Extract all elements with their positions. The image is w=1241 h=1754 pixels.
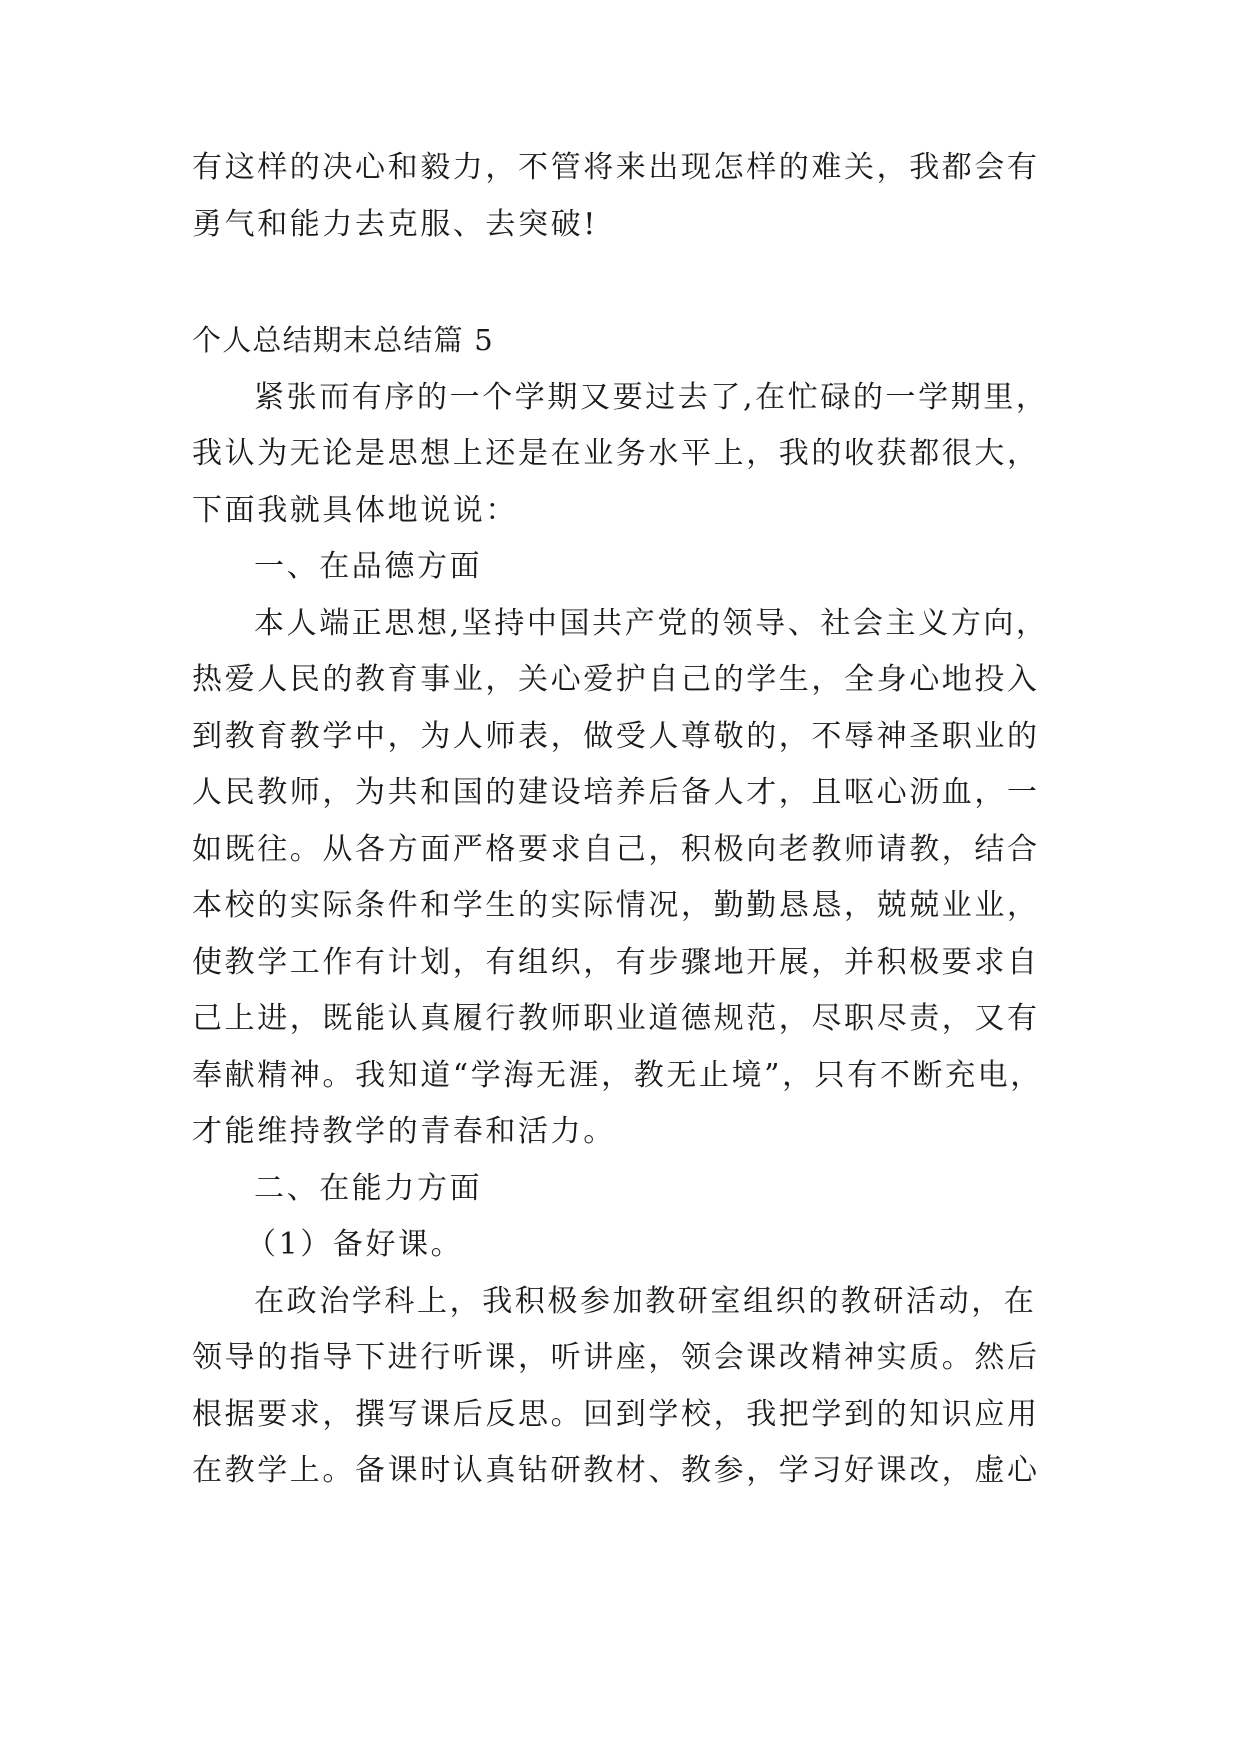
subheading-prepare-lessons: （1）备好课。: [246, 1227, 464, 1262]
paragraph-line: 领导的指导下进行听课，听讲座，领会课改精神实质。然后: [192, 1340, 1040, 1375]
continuation-line-2: 勇气和能力去克服、去突破!: [192, 207, 598, 242]
paragraph-line: 奉献精神。我知道“学海无涯，教无止境”，只有不断充电，: [192, 1058, 1043, 1093]
paragraph-line: 人民教师，为共和国的建设培养后备人才，且呕心沥血，一: [192, 775, 1040, 810]
continuation-line-1: 有这样的决心和毅力，不管将来出现怎样的难关，我都会有: [192, 150, 1040, 185]
section-title: 个人总结期末总结篇 5: [192, 323, 494, 357]
paragraph-line: 紧张而有序的一个学期又要过去了,在忙碌的一学期里，: [254, 380, 1049, 415]
paragraph-line: 根据要求，撰写课后反思。回到学校，我把学到的知识应用: [192, 1397, 1040, 1432]
subheading-ability: 二、在能力方面: [254, 1171, 483, 1206]
paragraph-line: 我认为无论是思想上还是在业务水平上，我的收获都很大，: [192, 436, 1040, 471]
paragraph-line: 本校的实际条件和学生的实际情况，勤勤恳恳，兢兢业业，: [192, 888, 1040, 923]
paragraph-line: 热爱人民的教育事业，关心爱护自己的学生，全身心地投入: [192, 662, 1040, 697]
paragraph-line: 在教学上。备课时认真钻研教材、教参，学习好课改，虚心: [192, 1453, 1040, 1488]
paragraph-line: 到教育教学中，为人师表，做受人尊敬的，不辱神圣职业的: [192, 719, 1040, 754]
paragraph-line: 使教学工作有计划，有组织，有步骤地开展，并积极要求自: [192, 945, 1040, 980]
paragraph-line: 如既往。从各方面严格要求自己，积极向老教师请教，结合: [192, 832, 1040, 867]
subheading-character: 一、在品德方面: [254, 549, 483, 584]
paragraph-line: 本人端正思想,坚持中国共产党的领导、社会主义方向，: [254, 606, 1049, 641]
paragraph-line: 己上进，既能认真履行教师职业道德规范，尽职尽责，又有: [192, 1001, 1040, 1036]
paragraph-line: 才能维持教学的青春和活力。: [192, 1114, 616, 1149]
paragraph-line: 下面我就具体地说说：: [192, 493, 518, 528]
paragraph-line: 在政治学科上，我积极参加教研室组织的教研活动，在: [254, 1284, 1037, 1319]
